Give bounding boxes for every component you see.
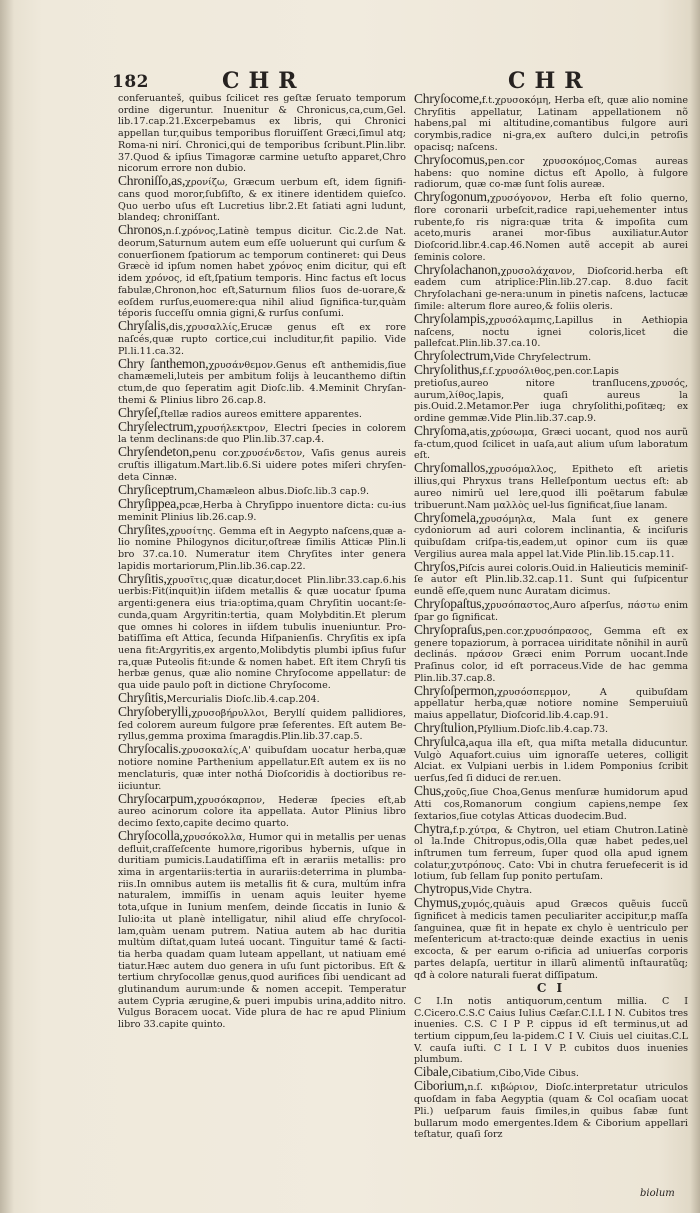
dictionary-entry [414,151,688,191]
dictionary-entry [414,736,688,785]
dictionary-entry [118,175,406,224]
entry-text: χρυσίτης. Gemma eſt in Aegypto naſcens,quæ a-lio nomine Philogynos dicitur,oſtreæ ſimilis Atticæ Plin.li bro 37.ca.10. Numeratur item Chryſites inter genera lapidis mortariorum,Plin.lib.36.cap.22. [118,525,406,572]
dictionary-entry [118,495,406,523]
entry-text: Pſyllium.Dioſc.lib.4.cap.73. [477,724,609,736]
entry-headword: Chryſelectrum, [118,418,197,434]
entry-text: n.ſ. κιβώριον, Dioſc.interpretatur utriculos quoſdam in faba Aegyptia (quam & Col ocaſiam uocat Pli.) ueſparum fauis ſimiles,in quibus ſabæ ſunt bullarum modo emergentes.Idem & Ciborium appellari teſtatur, quaſi ſorz [414,1082,688,1141]
entry-text: Mercurialis Dioſc.lib.4.cap.204. [166,694,320,706]
dictionary-entry [118,320,406,357]
dictionary-entry [118,706,406,743]
entry-headword: Chryſolectrum, [414,348,494,364]
dictionary-entry [118,743,406,792]
dictionary-entry [414,364,688,425]
entry-headword: Chryſoberylli, [118,704,192,720]
entry-text: pcæ,Herba à Chryſippo inuentore dicta: cu-ius meminit Plinius lib.26.cap.9. [118,499,406,523]
dictionary-entry [118,790,406,830]
entry-headword: Chryſitis, [118,570,167,586]
entry-headword: Chytropus, [414,881,472,897]
entry-text: n.ſ.χρόνος,Latinè tempus dicitur. Cic.2.de Nat. deorum,Saturnum autem eum eſſe uoluerunt qui curſum & conuerſionem ſpatiorum ac temporum contineret: qui Deus Græcè id ipſum nomen habet χρόνος enim dicitur, qui eſt idem χρόνος, id eſt,ſpatium temporis. Hinc factus eſt locus fabulæ,Chronon,hoc eſt,Saturnum filios ſuos de-uorare,& eoſdem rurſus,euomere:qua nihil aliud ſignifica-tur,quàm téporis ſucceſſu omnia gigni,& rurſus conſumi. [118,226,406,320]
entry-text: atis,χρύσωμα, Græci uocant, quod nos aurũ fa-ctum,quod ſcilicet in uaſa,aut alium uſum laboratum eſt. [414,427,688,462]
entry-text: ſtellæ radios aureos emittere apparentes. [160,408,362,420]
entry-text: dis,χρυσαλλίς,Erucæ genus eſt ex rore naſcés,quæ rupto cortice,cui includitur,fit papilio. Vide Pl.li.11.ca.32. [118,322,406,357]
entry-text: pen.cor.χρυσόπρασος, Gemma eſt ex genere topaziorum, à porracea uiriditate nõnihil in aurũ declinás. πράσον Græci enim Porrum uocant.Inde Praſinus color, id eſt porraceus.Vide de hac gemma Plin.lib.37.cap.8. [414,625,688,684]
dictionary-entry [118,827,406,1031]
dictionary-entry [414,682,688,722]
dictionary-entry [118,224,406,320]
dictionary-entry [414,598,688,623]
dictionary-entry [414,425,688,462]
entry-headword: Chryſtulion, [414,720,478,736]
entry-headword: Ciborium, [414,1078,468,1094]
entry-text: Chamæleon albus.Dioſc.lib.3 cap.9. [197,485,370,497]
page-edge-shadow [690,0,700,1213]
entry-text: f.ſ.χρυσόλιθος,pen.cor.Lapis pretioſus,aureo nitore tranſlucens,χρυσός, aurum,λίθος,lapis, quaſi aureus la pis.Ouid.2.Metamor.Per iuga chryſolithi,poſitæq; ex ordine gemmæ.Vide Plin.lib.37.cap.9. [414,366,688,425]
entry-headword: Chronos, [118,222,166,238]
entry-headword: Chryſiceptrum, [118,481,198,497]
entry-headword: Chymus, [414,895,461,911]
entry-headword: Chryſendeton, [118,444,193,460]
dictionary-entry [414,1080,688,1141]
entry-text: χρυσόμηλα, Mala ſunt ex genere cydoniorum ad auri colorem inclinantia, & inciſuris quibuſdam criſpa-tis,eadem,ut opinor cum iis quæ Vergilius aurea mala appel lat.Vide Plin.lib.15.cap.11. [414,513,688,560]
dictionary-entry [414,897,688,981]
entry-headword: Chryſocome, [414,91,482,106]
entry-text: χοῦς,ſiue Choa,Genus menſuræ humidorum apud Atti cos,Romanorum congium capiens,nempe ſex ſextarios,ſiue cotylas Atticas duodecim.Bud. [414,787,688,822]
entry-text: χρυσόπαστος,Auro aſperſus, πάστω enim ſpar go ſignificat. [414,600,688,623]
entry-headword: Chryſomela, [414,509,479,525]
entry-headword: Chryſocarpum, [118,790,197,806]
entry-text: χρυσόσπερμον, A quibuſdam appellatur herba,quæ notiore nomine Semperuiuũ maius appellatur, Dioſcorid.lib.4.cap.91. [414,686,688,722]
dictionary-entry [118,355,406,407]
entry-text: χρυσόκολλα, Humor qui in metallis per uenas defluit,craſſeſcente humore,rigoribus hybernis, uſque in duritiam pumicis.Laudatiſſima eſt in ærariis metallis: pro xima in argentariis:tertia in aurariis:deterrima in plumba-riis.In omnibus autem iis metallis fit & cura, multúm infra naturalem, immiſſis in uenam aquis leuiter hyeme tota,uſque in Iunium menſem, deinde ſiccatis in Iunio & Iulio:ita ut planè intelligatur, nihil aliud eſſe chryſocol-lam,quàm uenam putrem. Natiua autem ab hac duritia multùm diſtat,quam luteá uocant. Tinguitur tamé & ſacti-tia herba quadam quam luteam appellant, ut natiuam emé tiatur.Hæc autem duo genera in uſu ſunt pictoribus. Eſt & tertium chryſocollæ genus,quod aurifices ſibi uendicant ad glutinandum aurum:unde & nomen accepit. Temperatur autem Cypria ærugine,& pueri impubis urina,addito nitro. Vulgus Boracem uocat. Vide plura de hac re apud Plinium libro 33.capite quinto. [118,831,406,1031]
entry-text: f.t.χρυσοκόμη, Herba eſt, quæ alio nomine Chryſitis appellatur, Latinam appellationem nõ habens,pal mi altitudine,comantibus fulgore auri corymbis,radice ni-gra,ex auſtero dulci,in petroſis opacisq; naſcens. [414,95,688,153]
entry-text: χρυσοκαλίς,A' quibuſdam uocatur herba,quæ notiore nomine Parthenium appellatur.Eſt autem ex iis no menclaturis, quæ inter nothá Dioſcoridis à doctioribus re-iiciuntur. [118,745,406,792]
dictionary-entry [118,570,406,692]
entry-text: χρυσῖτις,quæ dicatur,docet Plin.libr.33.cap.6.his uerbis:Fit(inquit)in iiſdem metallis & quæ uocatur ſpuma argenti:genera eius tria:optima,quam Chryſitin uocant:ſe-cunda,quam Argyritin:tertia, quam Molybditin.Et plerum que omnes hi colores in iiſdem tubulis inueniuntur. Pro-batiſſima eſt Attica, ſecunda Hiſpanienſis. Chryſitis ex ipſa uena fit:Argyritis,ex argento,Molibdytis plumbi ipſius fuſur ra,quæ Puteolis fit:unde & nomen habet. Eſt item Chryſi tis herbæ genus, quæ alio nomine Chryſocome appellatur: de qua uide paulo poſt in dictione Chryſocome. [118,574,406,692]
entry-text: χρυσόκαρπον, Hederæ ſpecies eſt,ab aureo acinorum colore ita appellata. Autor Plinius libro decimo ſexto,capite decimo quarto. [118,794,406,829]
page-number: 182 [112,72,149,92]
right-column [414,93,688,1141]
dictionary-entry [414,621,688,685]
dictionary-entry [414,261,688,313]
entry-text: χρυσόμαλλος, Epitheto eſt arietis illius,qui Phryxus trans Helleſpontum uectus eſt: ab aureo nimirũ uel lere,quod illi poëtarum fabulæ tribuerunt.Nam μαλλὸς uel-lus ſignificat,ſiue lanam. [414,464,688,511]
entry-headword: Chryſocomus, [414,151,488,167]
entry-text: Vide Chryſelectrum. [493,352,592,364]
dictionary-entry [414,820,688,884]
entry-text: χρυσοβήρυλλοι, Beryllí quidem pallidiores, ſed colorem aureum fulgore præ ſeferentes. Eſt autem Be-ryllus,gemma proxima ſmaragdis.Plin.lib.37.cap.5. [118,708,406,743]
entry-headword: Chryſopaſtus, [414,596,485,612]
dictionary-entry [118,446,406,483]
dictionary-entry [414,509,688,561]
section-letter: C I [536,981,566,996]
entry-headword: Chroniſſo,as, [118,173,186,189]
catchword: biolum [640,1188,675,1199]
entry-headword: Chytra, [414,820,453,836]
running-head-right: CHR [508,68,592,94]
dictionary-entry [414,462,688,511]
entry-text: Piſcis aurei coloris.Ouid.in Halieuticis meminiſ-ſe autor eſt Plin.lib.32.cap.11. Sunt qui ſuſpicentur eundẽ eſſe,quem nunc Auratam dicimus. [414,562,688,598]
dictionary-entry [414,996,688,1066]
entry-headword: Chryſites, [118,521,169,537]
entry-text: penu cor.χρυσένδετον, Vaſis genus aureis cruſtis illigatum.Mart.lib.6.Si uidere potes miſeri chryſen-deta Cinnæ. [118,448,406,483]
entry-headword: Chryſulca, [414,734,469,750]
entry-headword: Chryſitis, [118,690,167,706]
entry-text: χρυσήλεκτρον, Electri ſpecies in colorem la tenm declinans:de quo Plin.lib.37.cap.4. [118,422,406,446]
entry-headword: Chryſopraſus, [414,621,486,637]
entry-headword: Chryſogonum, [414,189,490,205]
dictionary-entry [414,785,688,822]
entry-text: χρυσόλαμπις,Lapillus in Aethiopia naſcens, noctu ignei coloris,licet die pallefcat.Plin.lib.37.ca.10. [414,314,688,350]
entry-headword: Chus, [414,783,445,799]
entry-headword: Chryſippea, [118,495,180,511]
entry-text: f.p.χύτρα, & Chytron, uel etiam Chutron.Latinè ol la.Inde Chitropus,odis,Olla quæ habet pedes,uel inſtrumen tum ferreum, ſuper quod olla apud ignem colatur,χυτρόπους. Cato: Vbi in chutra feruefecerit is id lotium, ſub ſellam ſup ponito pertuſam. [414,824,688,883]
entry-headword: Chryſocalis. [118,741,182,757]
entry-headword: Chry ſanthemon, [118,355,209,371]
entry-text: χρυσολάχανον, Dioſcorid.herba eſt eadem cum atriplice:Plin.lib.27.cap. 8.duo facit Chryſolachani ge-nera:unum in pinetis naſcens, lactucæ ſimile: alterum flore aureo,& foliis oleris. [414,265,688,312]
entry-headword: Chryſolampis, [414,310,489,326]
entry-headword: Chryſeſ, [118,404,161,420]
dictionary-entry [118,93,406,175]
entry-text: χυμός,quàuis apud Græcos quẽuis ſuccũ ſignificet à medicis tamen peculiariter accipitur,p maſſa ſanguinea, quæ fit in hepate ex chylo è uentriculo per meſentericum at-tracto:quæ deinde exactius in uenis excocta, & per earum o-rificia ad uniuerſas corporis partes delapſa, uertitur in illarũ alimentũ inſtauratũq; qđ à colore naturali fuerat diſſipatum. [414,899,688,981]
entry-headword: Chryſolithus, [414,362,483,378]
dictionary-entry [118,521,406,573]
entry-text: C I.In notis antiquorum,centum millia. C I C.Cicero.C.S.C Caius Iulius Cæſar.C.I.L I N. Cubitos tres inuenies. C.S. C I P P. cippus id eſt terminus,ut ad tertium cippum,ſeu la-pidem.C I V. Ciuis uel ciuitas.C.L V. cauſa iuſti. C I L I V P. cubitos duos inuenies plumbum. [414,995,688,1066]
gutter-shadow [0,0,14,1213]
entry-headword: Cibale, [414,1064,452,1080]
running-head-left: CHR [222,68,306,94]
dictionary-entry [414,558,688,598]
dictionary-entry [118,418,406,446]
entry-headword: Chryſos, [414,558,459,574]
entry-text: χρυσόγονον, Herba eſt folio querno, flore coronarii urbeſcit,radice rapi,uehementer intus rubente,fo ris nigra:quæ trita & impoſita cum aceto,muris aranei mor-ſibus auxiliatur.Autor Dioſcorid.libr.4.cap.46.Nomen autẽ accepit ab aurei ſeminis colore. [414,193,688,263]
entry-headword: Chryſomallos, [414,460,489,476]
entry-headword: Chryſocolla, [118,827,183,843]
entry-text: χρονίζω, Græcum uerbum eſt, idem ſignifi-cans quod moror,ſubſiſto, & ex itinere identidem quieſco. Quo uerbo uſus eſt Lucretius libr.2.Et ſatiati agni ludunt, blandeq; chroniſſant. [118,177,406,224]
dictionary-entry [414,310,688,350]
left-column [118,93,406,1031]
entry-headword: Chryſoſpermon, [414,682,498,698]
entry-text: pen.cor χρυσοκόμος,Comas aureas habens: quo nomine dictus eſt Apollo, à fulgore radiorum, quæ co-mæ ſunt ſolis aureæ. [414,155,688,191]
entry-text: conferuanteš, quibus ſcilicet res geſtæ ſeruato temporum ordine digeruntur. Inuenitur & Chronicus,ca,cum,Gel. lib.17.cap.21.Excerpebamus ex libris, qui Chronici appellan tur,quibus temporibus floruiſſent Græci,ſimul atq; Roma-ni nirí. Chronici,qui de temporibus ſcribunt.Plin.libr. 37.Quod & ipſius Timagoræ carmine uetuſto apparet,Chro nicorum errore non dubio. [118,93,406,175]
entry-text: aqua illa eſt, qua miſta metalla diducuntur. Vulgò Aquafort.cuius uim ignoraſſe ueteres, colligit Alciat. ex Vulpiani uerbis in l.idem Pomponius ſcribit uerſus,ſed ſi diduci de rer.uen. [414,738,688,785]
entry-headword: Chryſalis, [118,318,169,334]
entry-headword: Chryſolachanon, [414,261,501,277]
entry-text: Cibatium,Cibo,Vide Cibus. [451,1068,579,1080]
entry-headword: Chryſoma, [414,423,470,439]
dictionary-entry [414,93,688,154]
entry-text: Vide Chytra. [471,885,533,897]
dictionary-entry [414,191,688,263]
entry-text: χρυσάνθεμον.Genus eſt anthemidis,ſiue chamæmeli,luteis per ambitum folijs à leucanthemo diſtin ctum,de quo ſeperatim agit Dioſc.lib. 4.Meminit Chryſan-themi & Plinius libro 26.cap.8. [118,359,406,406]
